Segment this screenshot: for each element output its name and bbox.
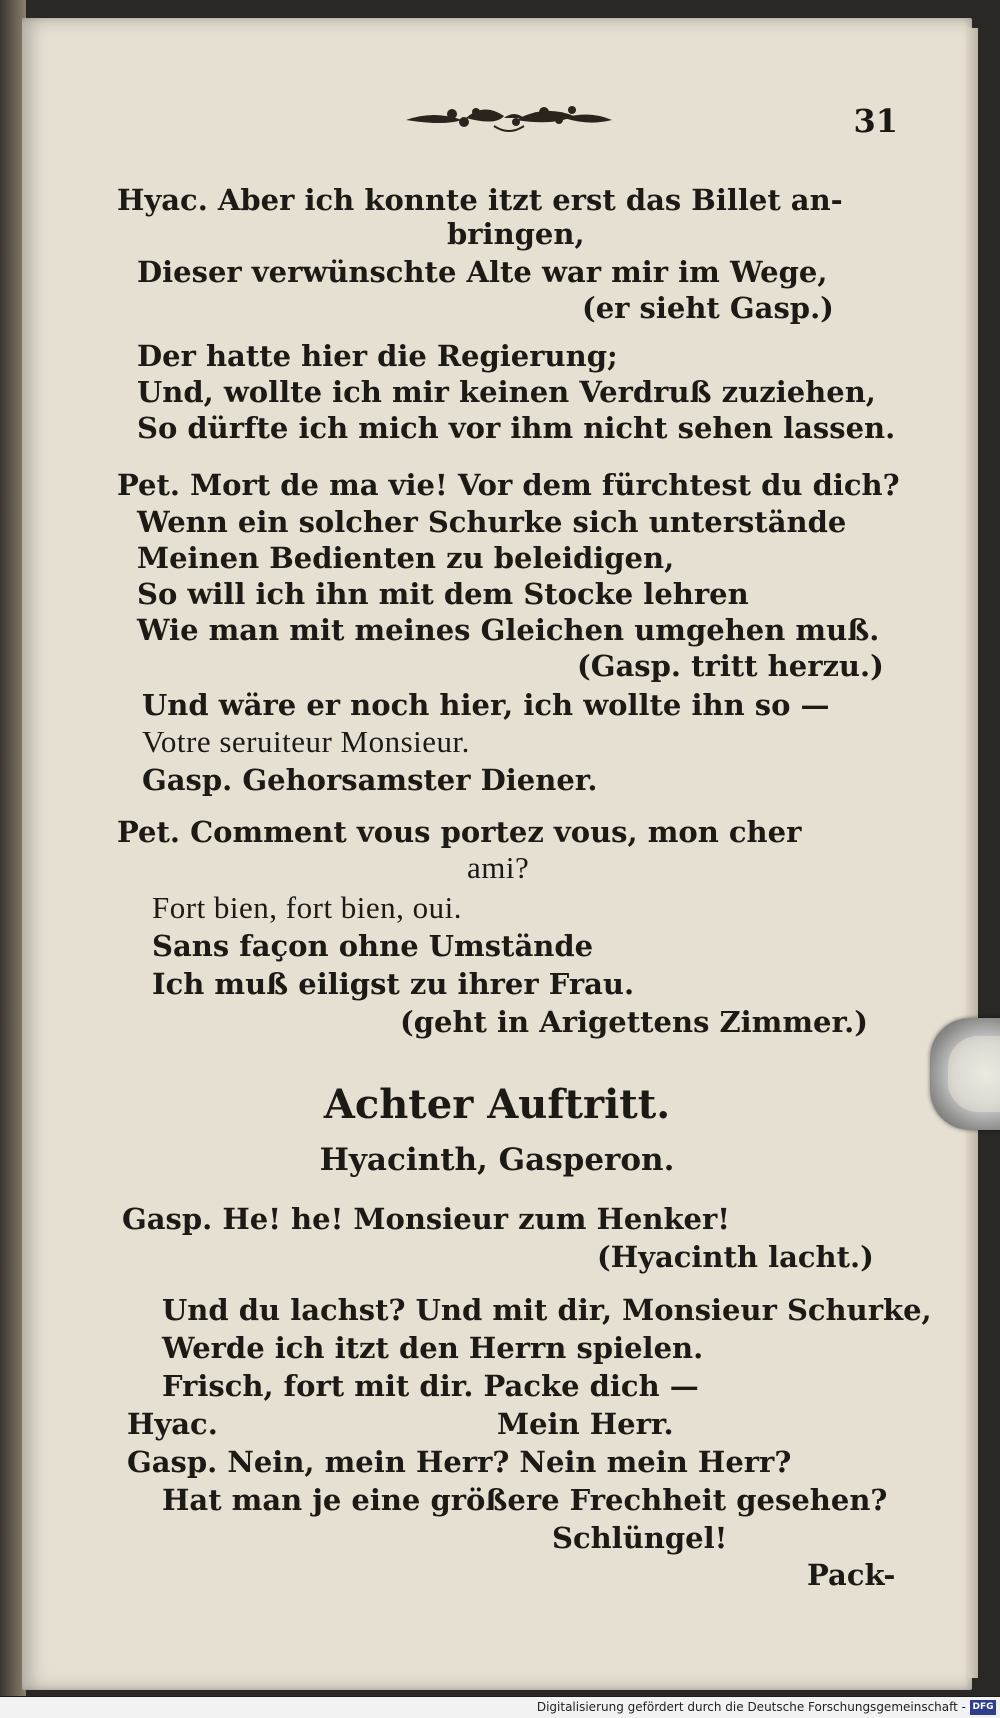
digitization-footer: [0, 1697, 1000, 1718]
verse-line: Gasp. Nein, mein Herr? Nein mein Herr?: [127, 1445, 792, 1479]
book-page: [22, 18, 972, 1690]
verse-line: Sans façon ohne Umstände: [152, 929, 594, 963]
verse-line: Und wäre er noch hier, ich wollte ihn so —: [142, 688, 830, 722]
page-clip: [930, 1018, 1000, 1130]
verse-line-french: Pet. Comment vous portez vous, mon cher: [117, 815, 802, 849]
page-number: 31: [853, 102, 898, 140]
catchword: Pack-: [807, 1558, 896, 1592]
scene-characters: Hyacinth, Gasperon.: [319, 1142, 675, 1178]
verse-line: bringen,: [447, 217, 585, 251]
stage-direction: (Hyacinth lacht.): [597, 1240, 874, 1274]
stage-direction: (geht in Arigettens Zimmer.): [400, 1005, 868, 1039]
floral-vignette-icon: [404, 100, 614, 138]
stage-direction: (er sieht Gasp.): [582, 291, 834, 325]
speaker-label: Hyac.: [127, 1407, 218, 1441]
verse-line-french: Fort bien, fort bien, oui.: [152, 890, 463, 925]
verse-line: Werde ich itzt den Herrn spielen.: [162, 1331, 704, 1365]
verse-line: Frisch, fort mit dir. Packe dich —: [162, 1369, 699, 1403]
verse-line: Wie man mit meines Gleichen umgehen muß.: [137, 613, 880, 647]
verse-line: Der hatte hier die Regierung;: [137, 339, 618, 373]
footer-credit: Digitalisierung gefördert durch die Deutsche Forschungsgemeinschaft -: [536, 1700, 966, 1714]
verse-line: Gasp. He! he! Monsieur zum Henker!: [122, 1202, 730, 1236]
verse-line-french: Votre seruiteur Monsieur.: [142, 724, 470, 759]
scene-heading: Achter Auftritt.: [323, 1081, 671, 1128]
verse-line: Hyac. Aber ich konnte itzt erst das Billet an-: [117, 183, 843, 217]
page-clip-shine: [948, 1036, 1000, 1112]
verse-line: So will ich ihn mit dem Stocke lehren: [137, 577, 749, 611]
verse-line: Und, wollte ich mir keinen Verdruß zuziehen,: [137, 375, 876, 409]
verse-line: Hat man je eine größere Frechheit gesehen?: [162, 1483, 888, 1517]
dfg-logo-icon: DFG: [970, 1700, 996, 1715]
verse-line: Ich muß eiligst zu ihrer Frau.: [152, 967, 635, 1001]
verse-line: Und du lachst? Und mit dir, Monsieur Schurke,: [162, 1293, 932, 1327]
verse-line: Wenn ein solcher Schurke sich unterstände: [137, 505, 847, 539]
page-right-edge: [968, 28, 978, 1678]
verse-line-french: ami?: [467, 850, 530, 885]
verse-line: Dieser verwünschte Alte war mir im Wege,: [137, 255, 828, 289]
verse-line: Gasp. Gehorsamster Diener.: [142, 763, 598, 797]
verse-line: Pet. Mort de ma vie! Vor dem fürchtest du dich?: [117, 468, 900, 502]
verse-line: Schlüngel!: [552, 1521, 728, 1555]
verse-line: Mein Herr.: [497, 1407, 674, 1441]
verse-line: Meinen Bedienten zu beleidigen,: [137, 541, 675, 575]
stage-direction: (Gasp. tritt herzu.): [577, 649, 884, 683]
verse-line: So dürfte ich mich vor ihm nicht sehen lassen.: [137, 411, 896, 445]
